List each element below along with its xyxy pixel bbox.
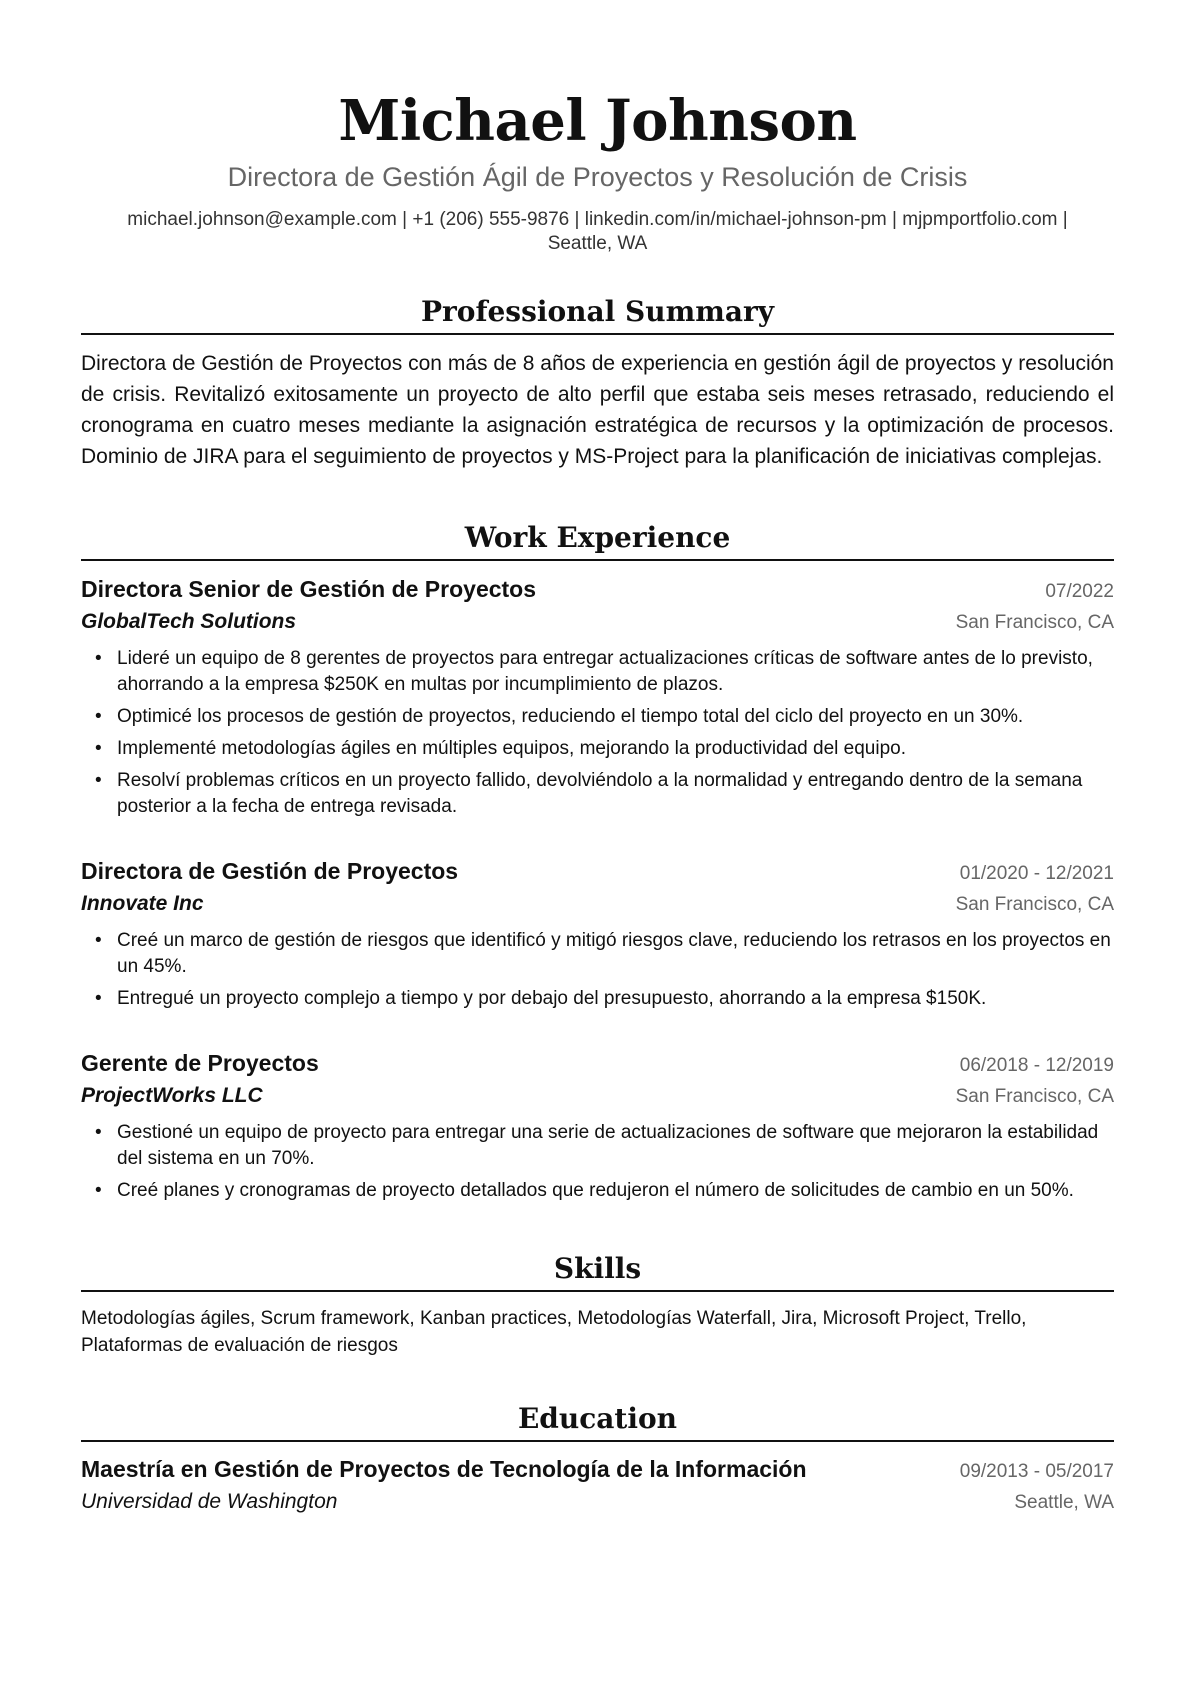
education-entry: [81, 1454, 1114, 1518]
candidate-tagline: Directora de Gestión Ágil de Proyectos y Resolución de Crisis: [227, 162, 968, 192]
work-experience-heading: Work Experience: [464, 521, 731, 554]
job-date: 01/2020 - 12/2021: [959, 863, 1114, 884]
job-bullet: • Creé un marco de gestión de riesgos que identificó y mitigó riesgos clave, reduciendo los retrasos en los proyectos en un 45%.: [81, 928, 1114, 980]
education-location: Seattle, WA: [1014, 1492, 1114, 1513]
resume-page: [81, 0, 1114, 1518]
job-bullet: • Creé planes y cronogramas de proyecto detallados que redujeron el número de solicitudes de cambio en un 50%.: [81, 1178, 1114, 1204]
job-title: Directora de Gestión de Proyectos: [81, 858, 459, 884]
summary-divider: [81, 333, 1114, 335]
job-date: 07/2022: [1045, 581, 1114, 602]
skills-heading: Skills: [553, 1252, 642, 1285]
job-bullet: • Optimicé los procesos de gestión de proyectos, reduciendo el tiempo total del ciclo del proyecto en un 30%.: [81, 704, 1114, 730]
job-bullet: • Implementé metodologías ágiles en múltiples equipos, mejorando la productividad del equipo.: [81, 736, 1114, 762]
education-date: 09/2013 - 05/2017: [959, 1461, 1114, 1482]
job-bullet: • Resolví problemas críticos en un proyecto fallido, devolviéndolo a la normalidad y entregando dentro de la semana posterior a la fecha de entrega revisada.: [81, 768, 1114, 820]
contact-line-2: Seattle, WA: [547, 233, 648, 254]
job-bullets: [81, 1120, 1114, 1204]
job-bullets: [81, 646, 1114, 820]
job-title: Gerente de Proyectos: [81, 1050, 319, 1076]
job-bullet: • Lideré un equipo de 8 gerentes de proyectos para entregar actualizaciones críticas de software antes de lo previsto, ahorrando a la empresa $250K en multas por incumplimiento de plazos.: [81, 646, 1114, 698]
contact-info: [81, 208, 1114, 256]
summary-text: Directora de Gestión de Proyectos con más de 8 años de experiencia en gestión ágil de proyectos y resolución de crisis. Revitalizó exitosamente un proyecto de alto perfil que estaba seis meses retrasado, reduciendo el cronograma en cuatro meses mediante la asignación estratégica de recursos y la optimización de procesos. Dominio de JIRA para el seguimiento de proyectos y MS-Project para la planificación de iniciativas complejas.: [81, 352, 1114, 468]
job-company: Innovate Inc: [81, 892, 204, 915]
job-entry: [81, 856, 1114, 1012]
job-bullet: • Gestioné un equipo de proyecto para entregar una serie de actualizaciones de software que mejoraron la estabilidad del sistema en un 70%.: [81, 1120, 1114, 1172]
job-bullets: [81, 928, 1114, 1012]
job-location: San Francisco, CA: [955, 612, 1114, 633]
job-company: ProjectWorks LLC: [81, 1084, 263, 1107]
contact-line-1: michael.johnson@example.com | +1 (206) 555-9876 | linkedin.com/in/michael-johnson-pm | mjpmportfolio.com |: [127, 209, 1068, 230]
skills-list: Metodologías ágiles, Scrum framework, Kanban practices, Metodologías Waterfall, Jira, Microsoft Project, Trello, Plataformas de evaluación de riesgos: [81, 1308, 1027, 1356]
education-school: Universidad de Washington: [81, 1490, 338, 1513]
education-heading: Education: [517, 1402, 678, 1435]
summary-heading: Professional Summary: [420, 295, 775, 328]
job-company: GlobalTech Solutions: [81, 610, 297, 633]
education-degree: Maestría en Gestión de Proyectos de Tecnología de la Información: [81, 1456, 807, 1482]
job-entry: [81, 1048, 1114, 1204]
job-location: San Francisco, CA: [955, 894, 1114, 915]
job-entry: [81, 574, 1114, 820]
education-divider: [81, 1440, 1114, 1442]
job-date: 06/2018 - 12/2019: [959, 1055, 1114, 1076]
job-title: Directora Senior de Gestión de Proyectos: [81, 576, 537, 602]
work-experience-divider: [81, 559, 1114, 561]
skills-divider: [81, 1290, 1114, 1292]
job-bullet: • Entregué un proyecto complejo a tiempo y por debajo del presupuesto, ahorrando a la empresa $150K.: [81, 986, 1114, 1012]
candidate-name: Michael Johnson: [338, 88, 857, 154]
job-location: San Francisco, CA: [955, 1086, 1114, 1107]
